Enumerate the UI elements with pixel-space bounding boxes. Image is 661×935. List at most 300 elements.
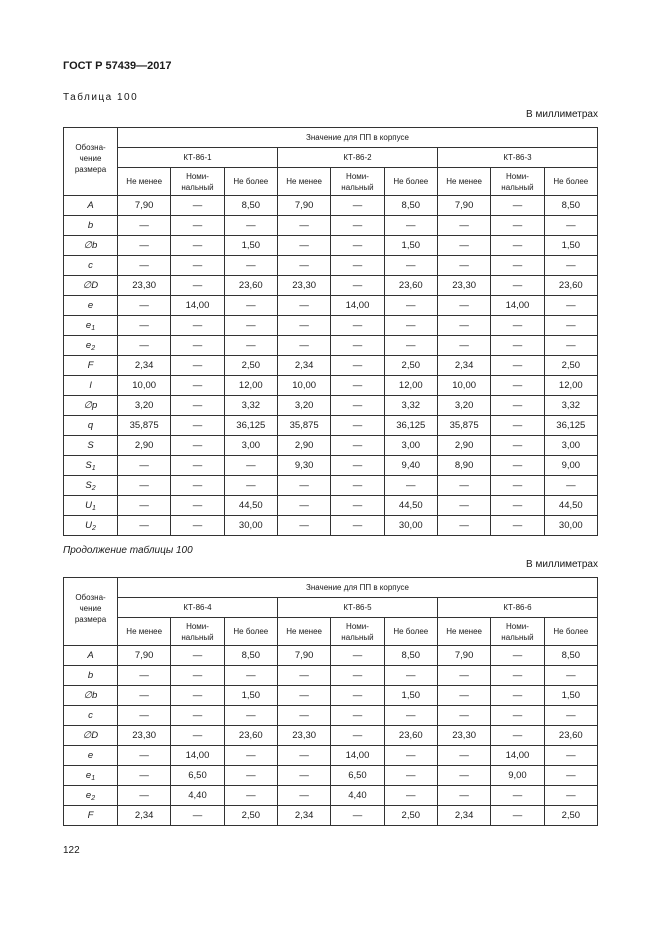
dimension-symbol: b [87,670,94,681]
value-cell: — [118,456,171,476]
value-cell: 8,50 [384,646,437,666]
value-cell: 30,00 [384,516,437,536]
value-cell: 6,50 [171,766,224,786]
value-cell: 2,34 [277,356,330,376]
value-cell: — [544,666,597,686]
column-group-header: Значение для ПП в корпусе [118,578,598,598]
value-cell: — [331,256,384,276]
value-cell: 3,00 [384,436,437,456]
value-cell: — [331,686,384,706]
value-cell: 9,00 [544,456,597,476]
dimension-symbol: e [85,340,92,351]
dimension-symbol: ∅b [83,240,98,251]
value-cell: 9,00 [491,766,544,786]
value-cell: — [277,256,330,276]
value-cell: — [384,786,437,806]
subheader-min: Не менее [118,168,171,196]
value-cell: — [544,476,597,496]
value-cell: — [171,456,224,476]
value-cell: 2,90 [437,436,490,456]
value-cell: 8,50 [224,646,277,666]
value-cell: 3,32 [384,396,437,416]
column-header-designation [64,578,118,646]
value-cell: — [331,726,384,746]
value-cell: — [331,376,384,396]
value-cell: 3,32 [224,396,277,416]
dimension-subscript: 1 [91,775,96,782]
dimension-label [64,376,118,396]
value-cell: 23,30 [277,726,330,746]
value-cell: 1,50 [384,236,437,256]
dimension-label [64,686,118,706]
value-cell: — [491,786,544,806]
value-cell: — [384,216,437,236]
value-cell: — [171,396,224,416]
value-cell: — [437,786,490,806]
dimension-subscript: 2 [91,525,96,532]
value-cell: — [118,786,171,806]
dimension-label [64,416,118,436]
value-cell: — [544,216,597,236]
value-cell: 8,50 [544,646,597,666]
value-cell: — [544,706,597,726]
table-caption: Таблица 100 [63,92,139,103]
value-cell: — [491,456,544,476]
dimension-symbol: ∅D [82,280,99,291]
value-cell: — [491,436,544,456]
value-cell: — [224,456,277,476]
value-cell: — [118,706,171,726]
value-cell: — [544,256,597,276]
dimension-symbol: ∅p [83,400,98,411]
value-cell: — [171,316,224,336]
value-cell: 8,50 [544,196,597,216]
value-cell: — [277,766,330,786]
value-cell: 6,50 [331,766,384,786]
value-cell: 3,00 [224,436,277,456]
value-cell: 3,00 [544,436,597,456]
value-cell: 14,00 [171,746,224,766]
value-cell: 2,50 [384,806,437,826]
value-cell: — [491,196,544,216]
subheader-max: Не более [384,618,437,646]
subheader-nominal: Номи- нальный [491,618,544,646]
package-header: КТ-86-6 [437,598,597,618]
value-cell: — [118,666,171,686]
value-cell: 2,34 [118,356,171,376]
dimension-symbol: e [85,770,92,781]
dimension-symbol: ∅D [82,730,99,741]
value-cell: — [331,646,384,666]
column-group-header: Значение для ПП в корпусе [118,128,598,148]
dimensions-table-continued [63,577,598,826]
value-cell: — [118,516,171,536]
dimensions-table [63,127,598,536]
dimension-subscript: 2 [91,345,96,352]
value-cell: 9,30 [277,456,330,476]
table-row [64,296,598,316]
value-cell: — [491,256,544,276]
page-number: 122 [63,845,80,856]
value-cell: 30,00 [544,516,597,536]
value-cell: 14,00 [331,746,384,766]
value-cell: 23,60 [384,726,437,746]
value-cell: 7,90 [118,646,171,666]
value-cell: 2,90 [118,436,171,456]
dimension-label [64,316,118,336]
value-cell: 36,125 [384,416,437,436]
dimension-symbol: l [89,380,92,391]
value-cell: 10,00 [277,376,330,396]
dimension-label [64,296,118,316]
value-cell: — [277,336,330,356]
designation-header-text: Обозна- чение размера [74,593,107,624]
value-cell: 2,50 [384,356,437,376]
designation-header-text: Обозна- чение размера [74,143,107,174]
value-cell: 9,40 [384,456,437,476]
value-cell: 35,875 [277,416,330,436]
value-cell: — [384,316,437,336]
value-cell: — [224,786,277,806]
subheader-min: Не менее [437,618,490,646]
table-row [64,396,598,416]
table-row [64,686,598,706]
value-cell: — [171,196,224,216]
value-cell: 2,34 [277,806,330,826]
value-cell: — [171,256,224,276]
package-header: КТ-86-2 [277,148,437,168]
value-cell: 23,30 [277,276,330,296]
value-cell: — [491,396,544,416]
table-row [64,276,598,296]
value-cell: — [544,786,597,806]
dimension-symbol: F [87,810,94,821]
value-cell: 36,125 [224,416,277,436]
value-cell: 12,00 [384,376,437,396]
package-header: КТ-86-3 [437,148,597,168]
value-cell: — [437,666,490,686]
table-row [64,706,598,726]
value-cell: — [171,806,224,826]
table-row [64,456,598,476]
value-cell: 23,30 [118,276,171,296]
subheader-max: Не более [544,618,597,646]
value-cell: 35,875 [118,416,171,436]
dimension-label [64,216,118,236]
document-code: ГОСТ Р 57439—2017 [63,60,172,72]
dimension-label [64,276,118,296]
dimension-label [64,746,118,766]
value-cell: — [437,496,490,516]
value-cell: — [277,296,330,316]
value-cell: — [437,216,490,236]
value-cell: — [277,706,330,726]
subheader-nominal: Номи- нальный [331,168,384,196]
value-cell: — [171,706,224,726]
value-cell: 4,40 [331,786,384,806]
value-cell: 2,34 [118,806,171,826]
value-cell: 23,60 [544,726,597,746]
value-cell: — [118,316,171,336]
value-cell: — [544,766,597,786]
value-cell: 30,00 [224,516,277,536]
value-cell: — [118,746,171,766]
subheader-nominal: Номи- нальный [171,168,224,196]
subheader-max: Не более [384,168,437,196]
value-cell: 2,90 [277,436,330,456]
value-cell: — [491,496,544,516]
value-cell: 3,20 [118,396,171,416]
dimension-symbol: e [87,300,94,311]
value-cell: — [491,216,544,236]
table-row [64,516,598,536]
value-cell: — [277,216,330,236]
value-cell: — [118,236,171,256]
value-cell: 12,00 [544,376,597,396]
value-cell: — [331,806,384,826]
value-cell: — [331,356,384,376]
value-cell: 1,50 [384,686,437,706]
dimension-symbol: U [85,520,92,531]
subheader-nominal: Номи- нальный [171,618,224,646]
value-cell: 14,00 [171,296,224,316]
dimension-symbol: e [87,750,94,761]
value-cell: — [224,766,277,786]
value-cell: — [544,296,597,316]
subheader-max: Не более [224,618,277,646]
value-cell: — [171,726,224,746]
table-row [64,766,598,786]
value-cell: 8,50 [224,196,277,216]
value-cell: 7,90 [437,196,490,216]
value-cell: — [171,356,224,376]
value-cell: — [118,686,171,706]
value-cell: — [331,456,384,476]
value-cell: 3,32 [544,396,597,416]
value-cell: 44,50 [224,496,277,516]
value-cell: — [171,646,224,666]
value-cell: — [437,686,490,706]
value-cell: — [384,746,437,766]
value-cell: — [277,496,330,516]
value-cell: — [277,516,330,536]
value-cell: — [491,806,544,826]
value-cell: — [277,666,330,686]
value-cell: — [118,296,171,316]
table-row [64,336,598,356]
value-cell: 23,30 [118,726,171,746]
dimension-label [64,456,118,476]
dimension-symbol: S [87,440,94,451]
subheader-nominal: Номи- нальный [331,618,384,646]
value-cell: — [437,296,490,316]
value-cell: — [224,666,277,686]
value-cell: — [437,746,490,766]
value-cell: 14,00 [491,296,544,316]
dimension-symbol: ∅b [83,690,98,701]
value-cell: — [331,476,384,496]
value-cell: — [171,336,224,356]
subheader-min: Не менее [437,168,490,196]
value-cell: 12,00 [224,376,277,396]
value-cell: — [491,376,544,396]
value-cell: — [118,256,171,276]
value-cell: — [171,516,224,536]
value-cell: — [331,216,384,236]
table-row [64,786,598,806]
table-row [64,726,598,746]
table-row [64,256,598,276]
value-cell: — [331,336,384,356]
value-cell: 35,875 [437,416,490,436]
value-cell: — [437,516,490,536]
dimension-label [64,476,118,496]
value-cell: — [384,336,437,356]
value-cell: — [491,316,544,336]
value-cell: — [277,746,330,766]
value-cell: — [171,416,224,436]
dimension-subscript: 1 [91,505,96,512]
table-row [64,476,598,496]
value-cell: 44,50 [544,496,597,516]
value-cell: 4,40 [171,786,224,806]
value-cell: — [224,336,277,356]
value-cell: 7,90 [277,196,330,216]
value-cell: 8,50 [384,196,437,216]
value-cell: — [491,666,544,686]
value-cell: — [491,236,544,256]
value-cell: — [384,706,437,726]
table-row [64,416,598,436]
dimension-label [64,666,118,686]
dimension-symbol: S [85,480,92,491]
table-row [64,216,598,236]
value-cell: 10,00 [437,376,490,396]
value-cell: — [491,646,544,666]
dimension-symbol: e [85,320,92,331]
value-cell: — [331,276,384,296]
value-cell: — [384,766,437,786]
value-cell: — [437,256,490,276]
value-cell: — [491,516,544,536]
value-cell: — [437,766,490,786]
dimension-subscript: 1 [91,465,96,472]
value-cell: 44,50 [384,496,437,516]
value-cell: — [384,296,437,316]
dimension-label [64,766,118,786]
dimension-label [64,236,118,256]
value-cell: — [491,356,544,376]
value-cell: — [277,786,330,806]
value-cell: — [171,496,224,516]
table-row [64,376,598,396]
value-cell: — [437,236,490,256]
dimension-symbol: A [87,200,94,211]
value-cell: 2,34 [437,356,490,376]
value-cell: 1,50 [544,236,597,256]
value-cell: — [491,276,544,296]
value-cell: — [171,476,224,496]
value-cell: — [544,746,597,766]
value-cell: — [118,496,171,516]
dimension-symbol: F [87,360,94,371]
dimension-subscript: 2 [91,485,96,492]
value-cell: 23,30 [437,726,490,746]
value-cell: — [331,496,384,516]
value-cell: — [491,706,544,726]
value-cell: 3,20 [437,396,490,416]
dimension-label [64,336,118,356]
value-cell: — [331,416,384,436]
value-cell: 2,50 [224,356,277,376]
value-cell: — [118,476,171,496]
table-row [64,806,598,826]
subheader-min: Не менее [118,618,171,646]
value-cell: — [224,746,277,766]
units-note: В миллиметрах [526,559,598,570]
dimension-label [64,706,118,726]
subheader-min: Не менее [277,618,330,646]
value-cell: 14,00 [331,296,384,316]
value-cell: 1,50 [544,686,597,706]
dimension-symbol: U [85,500,92,511]
value-cell: 2,50 [544,806,597,826]
value-cell: — [171,376,224,396]
value-cell: — [491,726,544,746]
package-header: КТ-86-4 [118,598,278,618]
units-note: В миллиметрах [526,109,598,120]
value-cell: 7,90 [277,646,330,666]
dimension-symbol: q [87,420,94,431]
dimension-subscript: 1 [91,325,96,332]
package-header: КТ-86-1 [118,148,278,168]
dimension-subscript: 2 [91,795,96,802]
value-cell: — [224,216,277,236]
value-cell: — [224,296,277,316]
table-row [64,316,598,336]
package-header: КТ-86-5 [277,598,437,618]
value-cell: 7,90 [118,196,171,216]
value-cell: 8,90 [437,456,490,476]
value-cell: 23,30 [437,276,490,296]
subheader-max: Не более [224,168,277,196]
value-cell: — [171,236,224,256]
value-cell: — [224,706,277,726]
value-cell: 1,50 [224,236,277,256]
subheader-nominal: Номи- нальный [491,168,544,196]
value-cell: — [224,476,277,496]
subheader-min: Не менее [277,168,330,196]
table-row [64,746,598,766]
value-cell: 1,50 [224,686,277,706]
value-cell: — [437,476,490,496]
dimension-label [64,196,118,216]
dimension-label [64,786,118,806]
dimension-label [64,806,118,826]
value-cell: — [331,706,384,726]
value-cell: 2,50 [544,356,597,376]
value-cell: — [437,316,490,336]
value-cell: 23,60 [224,276,277,296]
dimension-symbol: c [88,710,93,721]
value-cell: — [277,236,330,256]
table-row [64,666,598,686]
value-cell: — [118,766,171,786]
dimension-label [64,516,118,536]
value-cell: — [224,256,277,276]
value-cell: — [491,416,544,436]
value-cell: — [331,666,384,686]
